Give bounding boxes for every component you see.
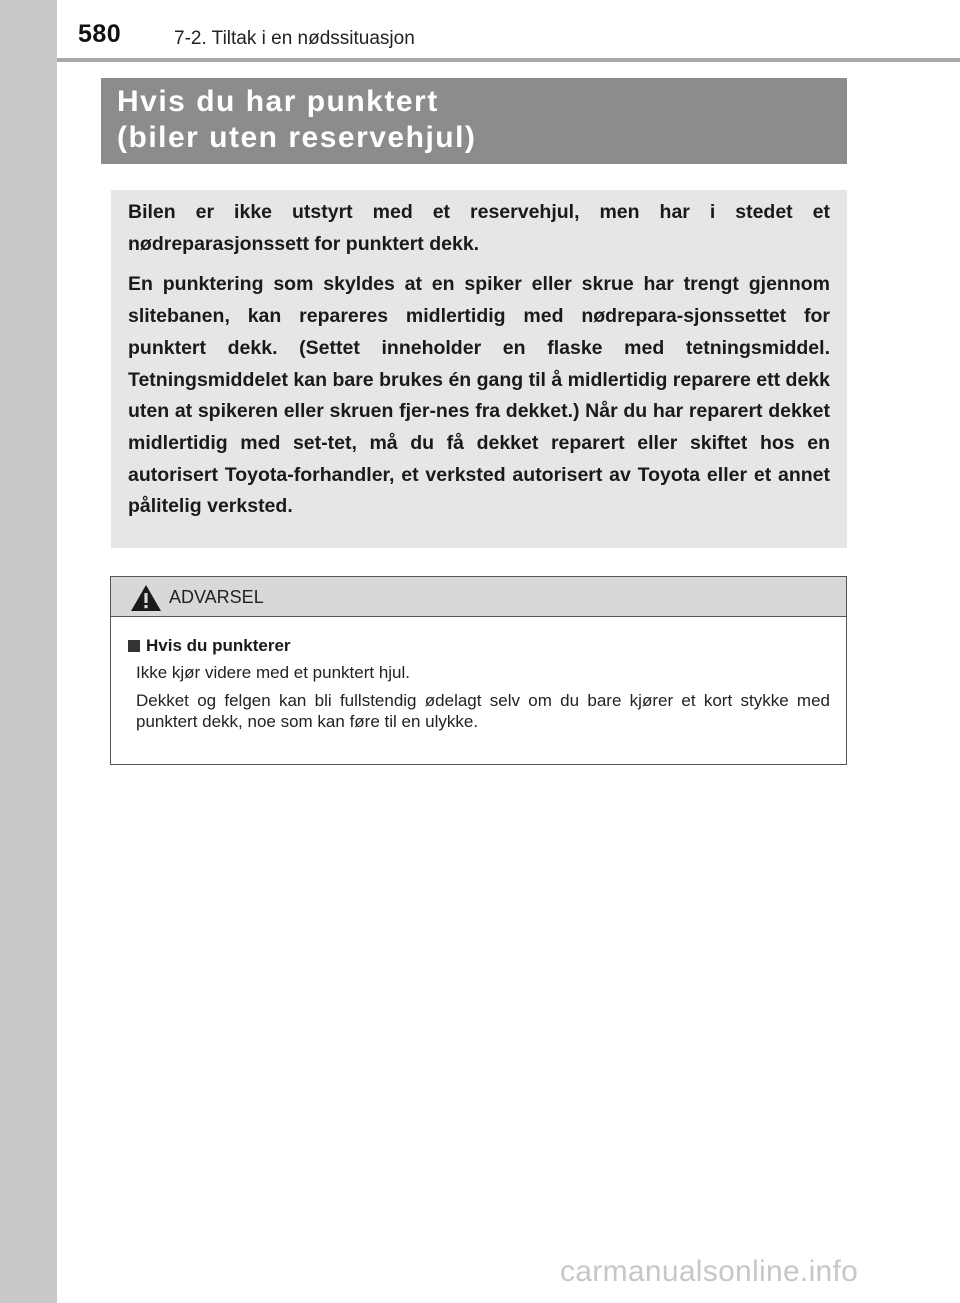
warning-triangle-icon (130, 584, 162, 612)
warning-heading (128, 634, 830, 658)
page-title-line-2: (biler uten reservehjul) (117, 121, 477, 154)
intro-paragraph: Bilen er ikke utstyrt med et reservehjul, men har i stedet et nødreparasjonssett for punktert dekk. (128, 201, 830, 255)
warning-paragraph: Ikke kjør videre med et punktert hjul. (136, 663, 411, 682)
warning-paragraph: Dekket og felgen kan bli fullstendig ødelagt selv om du bare kjører et kort stykke med punktert dekk, noe som kan føre til en ulykke. (136, 691, 830, 731)
warning-label: ADVARSEL (169, 587, 264, 607)
watermark: carmanualsonline.info (560, 1255, 859, 1288)
warning-heading-text: Hvis du punkterer (146, 636, 291, 655)
page-number: 580 (78, 20, 122, 48)
header-divider (57, 58, 960, 62)
intro-paragraph: En punktering som skyldes at en spiker eller skrue har trengt gjennom slitebanen, kan repareres midlertidig med nødrepara-sjonssettet for punktert dekk. (Settet inneholder en flaske med tetningsmiddel. Tetningsmiddelet kan bare brukes én gang til å midlertidig reparere ett dekk uten at spikeren eller skruen fjer-nes fra dekket.) Når du har reparert dekket midlertidig med set-tet, må du få dekket reparert eller skiftet hos en autorisert Toyota-forhandler, et verksted autorisert av Toyota eller et annet pålitelig verksted. (128, 273, 830, 518)
intro-box (111, 190, 847, 548)
section-title: 7-2. Tiltak i en nødssituasjon (174, 28, 415, 49)
page-title-banner (101, 78, 847, 164)
warning-body (111, 617, 846, 732)
page-title-line-1: Hvis du har punktert (117, 85, 439, 118)
side-strip (0, 0, 57, 1303)
warning-header (111, 577, 846, 617)
square-bullet-icon (128, 640, 140, 652)
warning-box (110, 576, 847, 765)
